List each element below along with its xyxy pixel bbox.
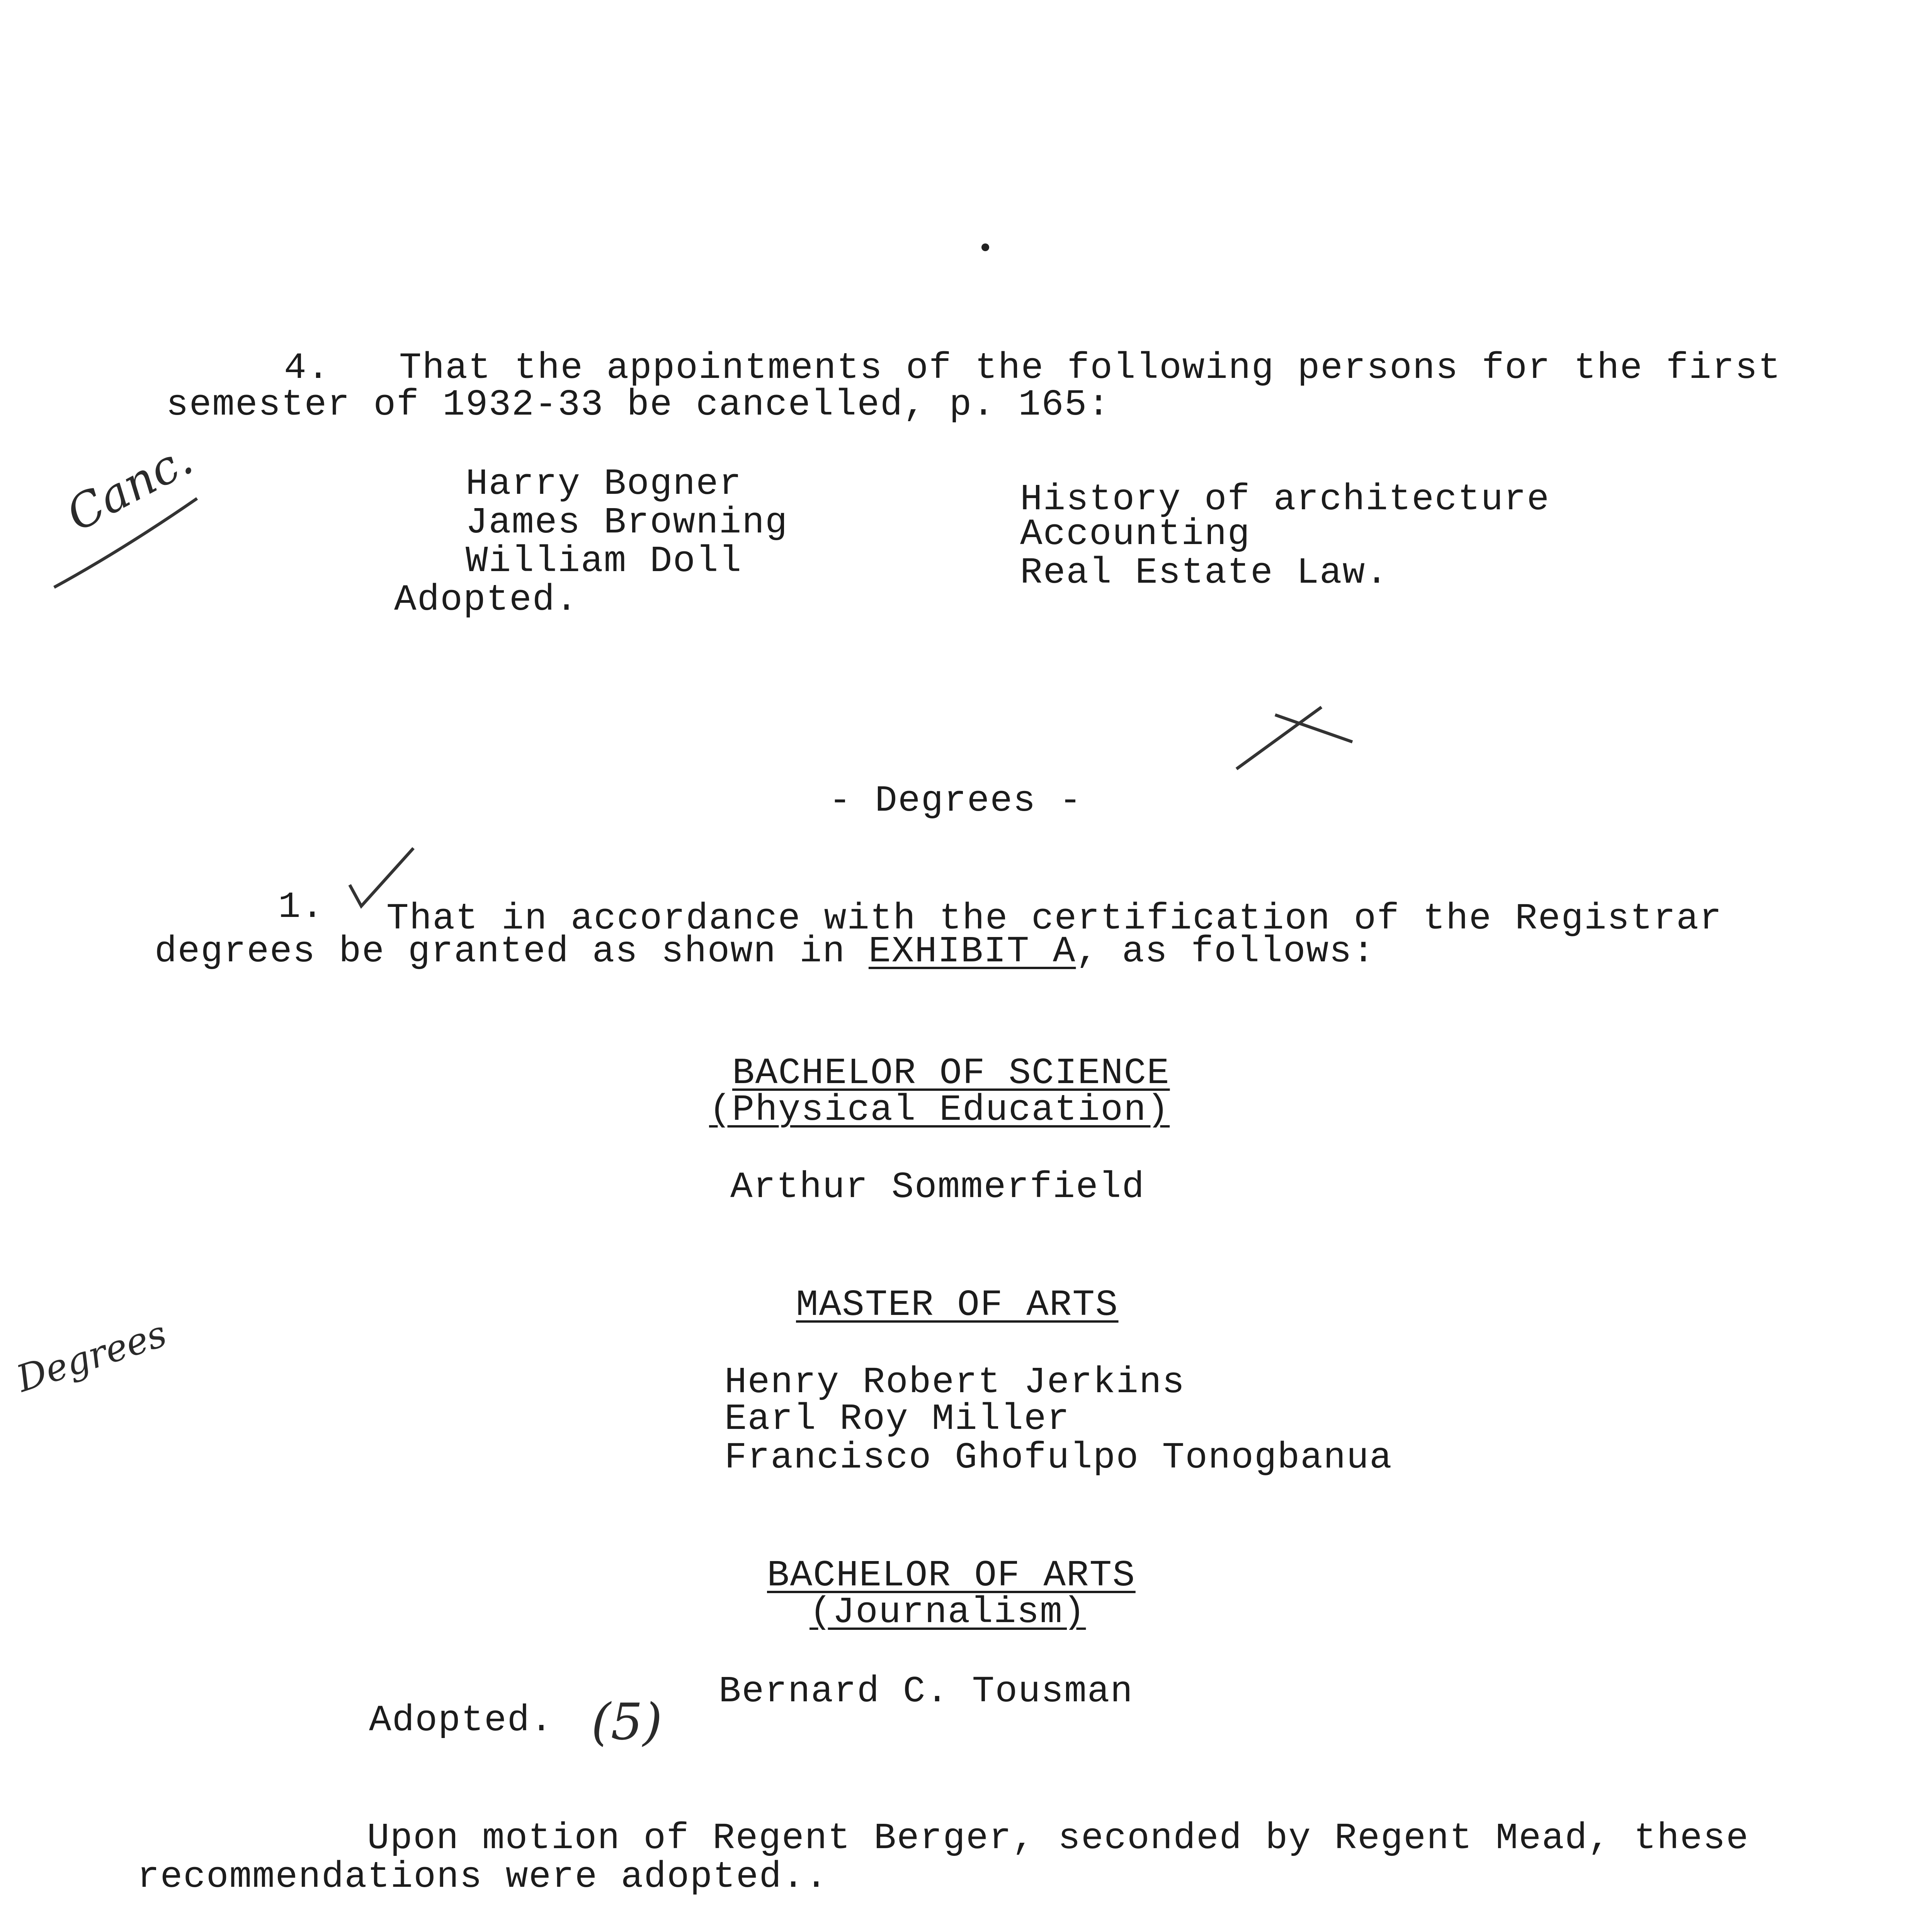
degree-recipient: Arthur Sommerfield <box>730 1166 1145 1208</box>
item4-line2: semester of 1932-33 be cancelled, p. 165: <box>166 384 1111 426</box>
degree-title: BACHELOR OF ARTS <box>767 1554 1136 1597</box>
margin-note-degrees: Degrees <box>12 1312 172 1401</box>
degree-subtitle: (Physical Education) <box>709 1089 1170 1131</box>
item4-line1: 4. That the appointments of the following persons for the first <box>284 347 1781 389</box>
adopted-label: Adopted. <box>394 579 578 621</box>
degree-title: BACHELOR OF SCIENCE <box>732 1052 1170 1094</box>
margin-note-canc: Canc. <box>58 432 201 542</box>
check-mark-icon <box>54 498 197 587</box>
ink-dot <box>981 243 989 251</box>
degrees-item-line1: That in accordance with the certification of the Registrar <box>386 898 1723 940</box>
cancelled-person-subject: Real Estate Law. <box>1020 552 1389 594</box>
adopted-label: Adopted. <box>369 1699 553 1742</box>
cancelled-person-subject: Accounting <box>1020 513 1251 555</box>
motion-line1: Upon motion of Regent Berger, seconded by Regent Mead, these <box>367 1817 1749 1859</box>
circled-number-annotation: (5) <box>591 1692 663 1751</box>
motion-line2: recommendations were adopted.. <box>137 1856 828 1898</box>
cross-mark-icon <box>1236 707 1352 769</box>
exhibit-reference: EXHIBIT A <box>868 930 1076 973</box>
cancelled-person-name: Harry Bogner <box>466 463 742 505</box>
check-mark-icon <box>350 848 413 906</box>
degree-title: MASTER OF ARTS <box>796 1284 1119 1326</box>
cancelled-person-subject: History of architecture <box>1020 478 1550 520</box>
degrees-item-line2-post: , as follows: <box>1076 930 1376 973</box>
cancelled-person-name: James Browning <box>466 502 788 544</box>
degree-subtitle: (Journalism) <box>810 1591 1086 1633</box>
degrees-item-line2-pre: degrees be granted as shown in <box>155 930 869 973</box>
degree-recipient: Bernard C. Tousman <box>719 1670 1133 1713</box>
degree-recipient: Henry Robert Jerkins <box>724 1361 1185 1403</box>
degrees-item-number: 1. <box>278 886 325 928</box>
cancelled-person-name: William Doll <box>466 540 742 582</box>
degree-recipient: Francisco Ghofulpo Tonogbanua <box>724 1437 1393 1479</box>
degree-recipient: Earl Roy Miller <box>724 1398 1070 1440</box>
section-heading: - Degrees - <box>829 780 1082 822</box>
